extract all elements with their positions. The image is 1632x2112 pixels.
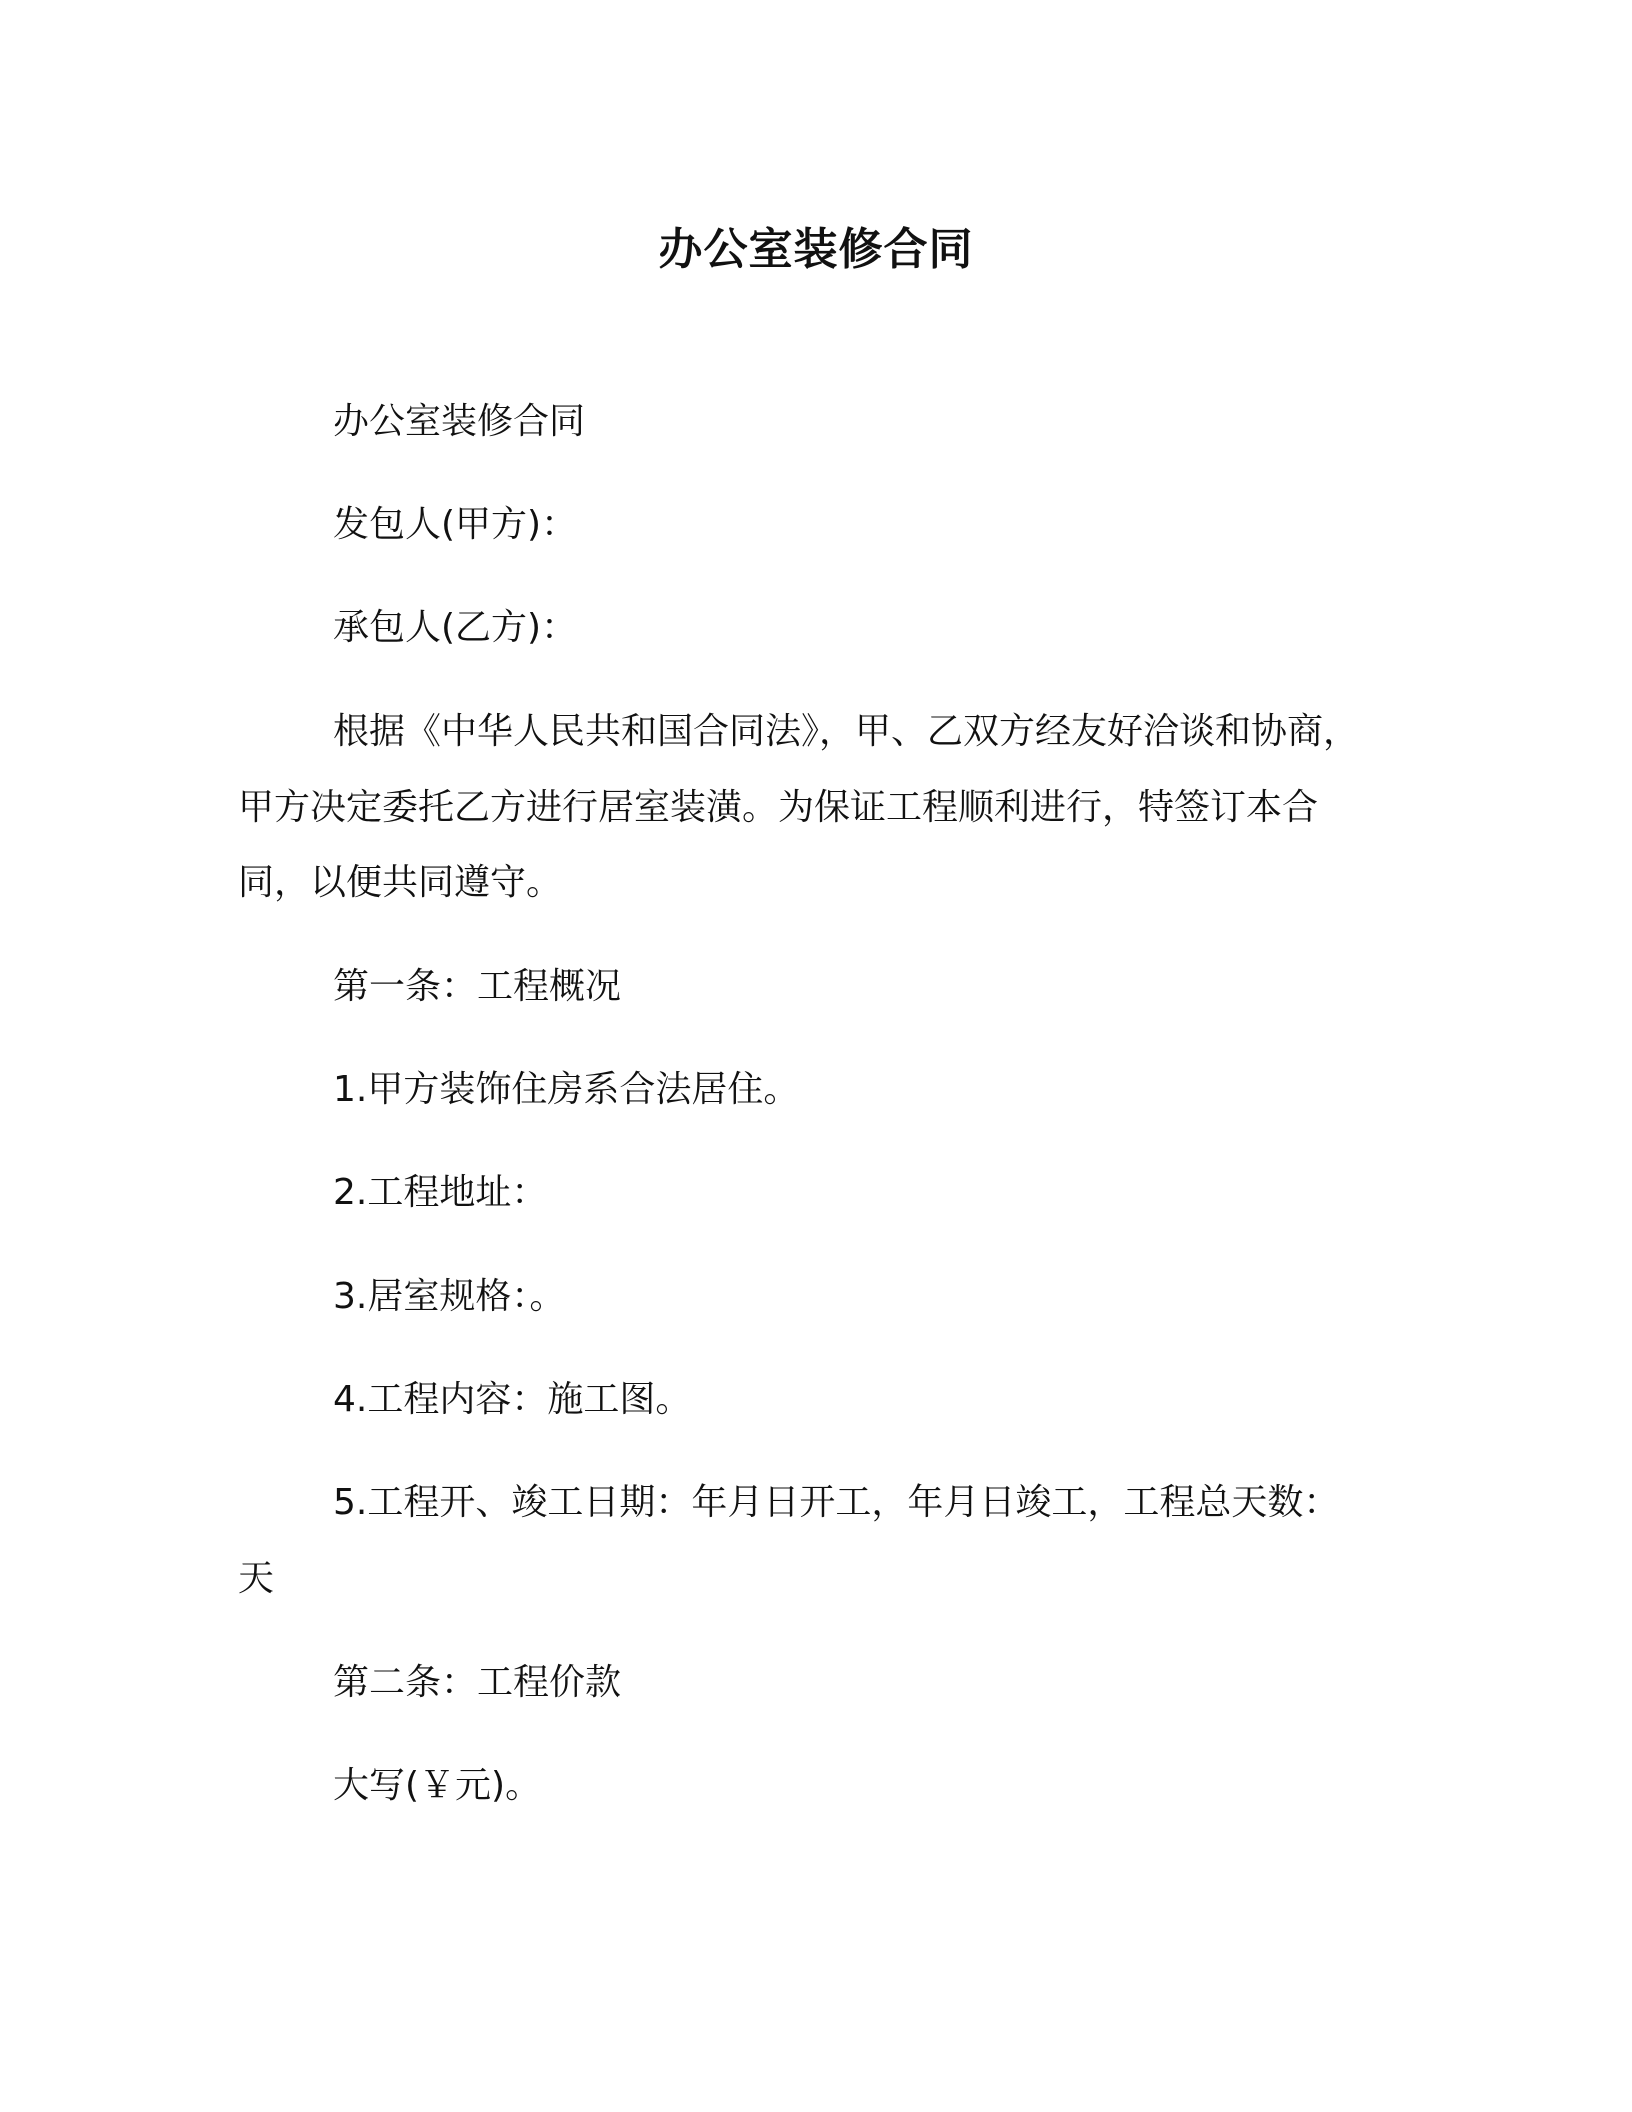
article-1-item-3: 3.居室规格：。 (333, 1276, 566, 1317)
article-1-item-4: 4.工程内容：施工图。 (333, 1379, 692, 1420)
article-1-item-5-line-2: 天 (238, 1558, 275, 1599)
preamble-line-1: 根据《中华人民共和国合同法》，甲、乙双方经友好洽谈和协商， (333, 711, 1360, 752)
article-2-amount: 大写(￥元)。 (333, 1765, 542, 1806)
article-1-item-5-line-1: 5.工程开、竣工日期：年月日开工，年月日竣工，工程总天数： (333, 1482, 1340, 1523)
article-1-item-1: 1.甲方装饰住房系合法居住。 (333, 1069, 800, 1110)
article-1-heading: 第一条：工程概况 (333, 966, 622, 1007)
preamble-line-3: 同，以便共同遵守。 (238, 862, 563, 903)
party-a-line: 发包人(甲方)： (333, 504, 578, 545)
article-2-heading: 第二条：工程价款 (333, 1662, 622, 1703)
article-1-item-2: 2.工程地址： (333, 1172, 548, 1213)
party-b-line: 承包人(乙方)： (333, 607, 578, 648)
preamble-line-2: 甲方决定委托乙方进行居室装潢。为保证工程顺利进行，特签订本合 (238, 787, 1319, 828)
document-subtitle: 办公室装修合同 (333, 401, 586, 442)
document-title: 办公室装修合同 (658, 224, 974, 275)
